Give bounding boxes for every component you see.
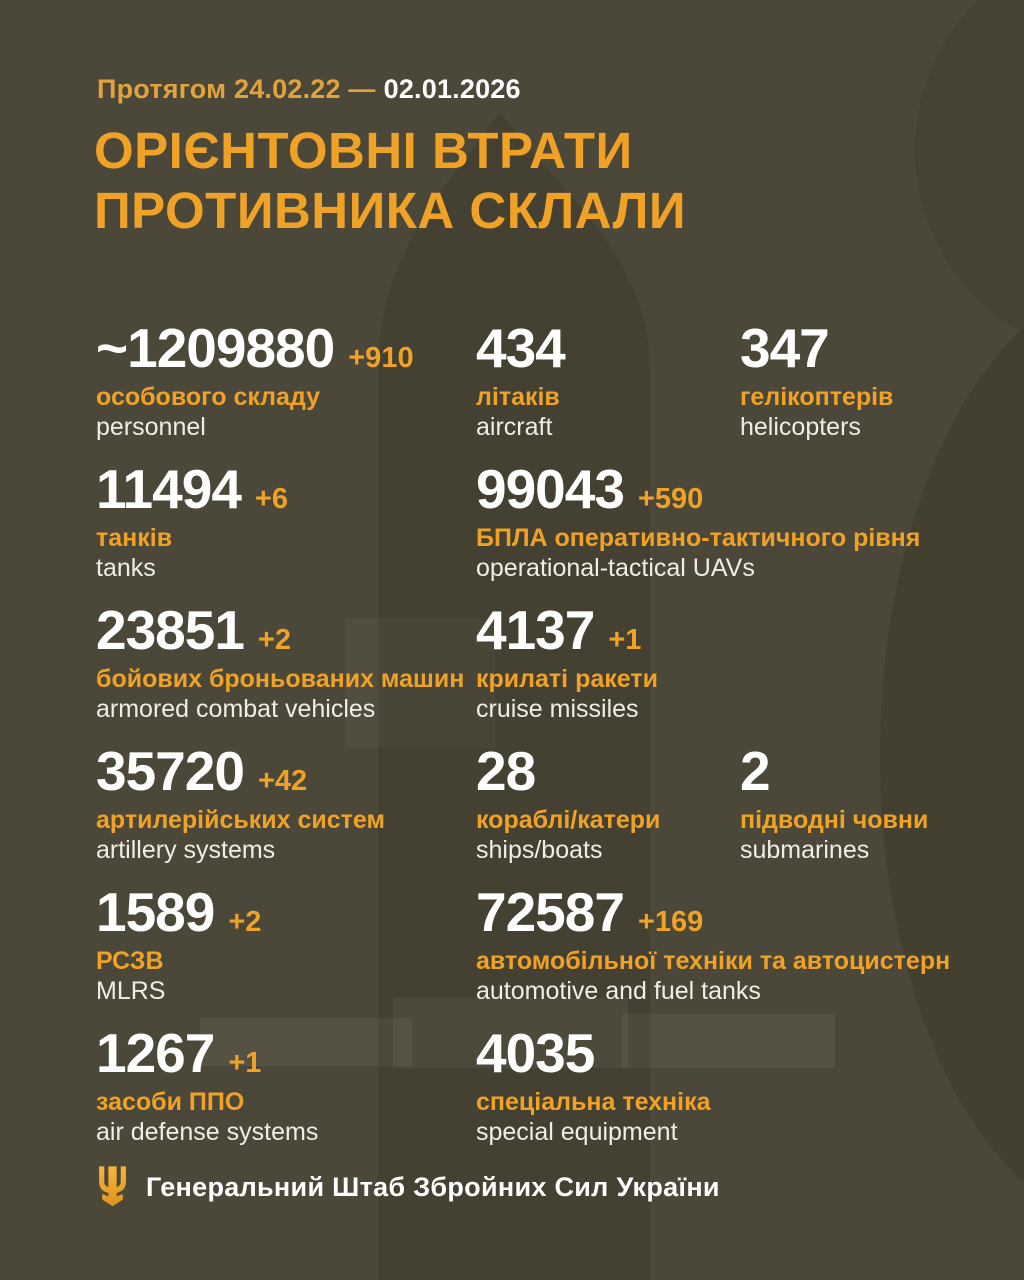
stat-number-line [476,599,994,661]
stat-label-ua: РСЗВ [96,947,164,975]
stat-number: 23851 [96,599,244,661]
stat-number: ~1209880 [96,317,335,379]
report-date: 02.01.2026 [383,74,521,104]
stat-label-en: helicopters [740,413,861,441]
stat-ships-boats [476,740,740,865]
stat-label-ua: бойових броньованих машин [96,665,465,693]
stat-label-en: armored combat vehicles [96,695,376,723]
stat-label-ua: танків [96,524,173,552]
watermark-corner-shade [915,0,1024,360]
stat-delta: +910 [348,342,414,374]
stat-delta: +2 [257,624,292,656]
stat-label-ua: особового складу [96,383,321,411]
stat-number-line [740,317,994,379]
stat-number: 99043 [476,458,624,520]
stat-number-line [476,317,732,379]
stat-label-en: cruise missiles [476,695,639,723]
stats-grid [96,317,1002,1166]
stat-air-defense [96,1022,476,1147]
stat-submarines [740,740,1002,865]
stats-row [96,458,1002,602]
stat-personnel [96,317,476,442]
stat-delta: +1 [608,624,642,656]
stat-number-line [96,458,468,520]
stat-cruise-missiles [476,599,1002,724]
stat-delta: +2 [228,906,262,938]
source-org: Генеральний Штаб Збройних Сил України [146,1171,720,1202]
stat-mlrs [96,881,476,1006]
stat-number-line [476,1022,994,1084]
stat-label-ua: кораблі/катери [476,806,661,834]
stat-label-en: ships/boats [476,836,603,864]
stat-special-equipment [476,1022,1002,1147]
stat-label-en: special equipment [476,1118,678,1146]
stat-number-line [96,740,468,802]
stat-label-en: air defense systems [96,1118,319,1146]
stat-label-en: submarines [740,836,870,864]
stat-label-en: personnel [96,413,206,441]
report-period [97,74,521,105]
stat-number: 4137 [476,599,595,661]
stat-automotive-fuel-tanks [476,881,1002,1006]
stat-artillery-systems [96,740,476,865]
stat-number: 1267 [96,1022,215,1084]
stat-number-line [96,317,468,379]
title-line-2: ПРОТИВНИКА СКЛАЛИ [94,182,687,239]
stat-label-en: operational-tactical UAVs [476,554,755,582]
stat-uavs [476,458,1002,583]
stat-number-line [476,740,732,802]
stats-row [96,1022,1002,1166]
period-prefix: Протягом 24.02.22 — [97,74,376,104]
stat-tanks [96,458,476,583]
stat-number: 1589 [96,881,215,943]
stat-delta: +169 [637,906,704,938]
stat-number: 11494 [96,458,241,520]
stat-label-ua: гелікоптерів [740,383,894,411]
stat-label-ua: автомобільної техніки та автоцистерн [476,947,951,975]
stat-number: 4035 [476,1022,595,1084]
stat-number: 28 [476,740,536,802]
stat-label-ua: крилаті ракети [476,665,658,693]
stat-label-ua: артилерійських систем [96,806,385,834]
footer [96,1166,720,1208]
stat-number-line [96,1022,468,1084]
stat-label-en: aircraft [476,413,553,441]
stats-row [96,317,1002,461]
title-line-1: ОРІЄНТОВНІ ВТРАТИ [94,122,633,179]
stat-aircraft [476,317,740,442]
stat-number-line [476,881,994,943]
stat-label-ua: спеціальна техніка [476,1088,711,1116]
tryzub-icon [96,1166,129,1208]
stat-number-line [96,599,468,661]
stat-label-ua: засоби ППО [96,1088,245,1116]
stat-delta: +590 [637,483,704,515]
stat-delta: +1 [228,1047,262,1079]
stat-label-ua: підводні човни [740,806,929,834]
stat-label-ua: БПЛА оперативно-тактичного рівня [476,524,921,552]
stat-number-line [476,458,994,520]
stats-row [96,740,1002,884]
page-title [94,121,686,241]
stat-number-line [740,740,994,802]
stat-label-en: MLRS [96,977,166,1005]
stat-label-en: tanks [96,554,156,582]
stats-row [96,599,1002,743]
stat-number: 347 [740,317,829,379]
stat-armored-combat-vehicles [96,599,476,724]
stat-number-line [96,881,468,943]
stat-delta: +42 [257,765,308,797]
stat-label-en: automotive and fuel tanks [476,977,761,1005]
stat-number: 35720 [96,740,244,802]
stat-helicopters [740,317,1002,442]
stat-number: 2 [740,740,770,802]
stat-label-en: artillery systems [96,836,276,864]
stat-number: 72587 [476,881,624,943]
stat-number: 434 [476,317,565,379]
stat-delta: +6 [254,483,288,515]
stats-row [96,881,1002,1025]
stat-label-ua: літаків [476,383,560,411]
